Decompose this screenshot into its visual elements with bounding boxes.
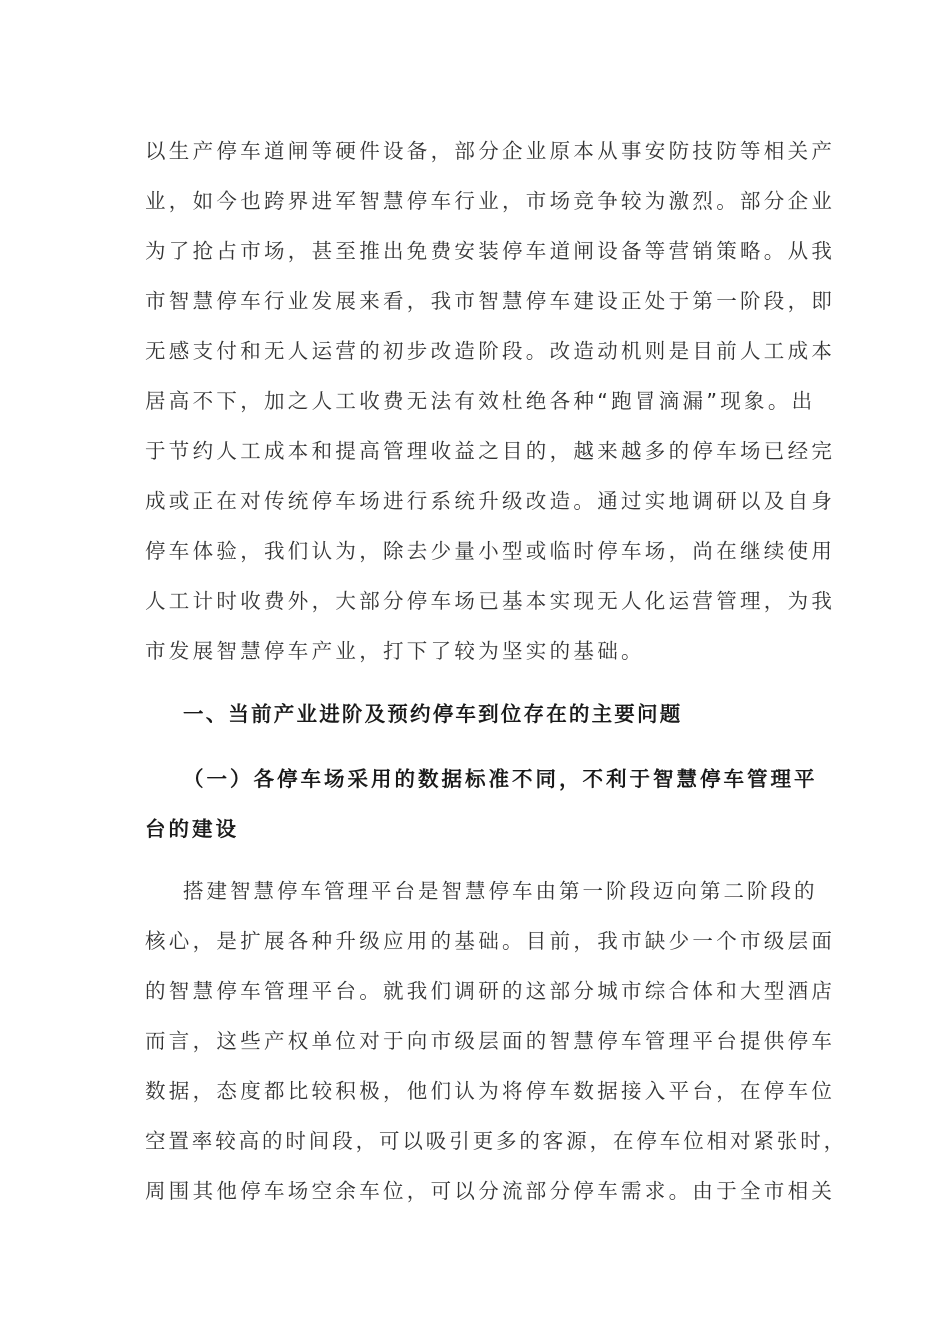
paragraph-2-line: 空置率较高的时间段，可以吸引更多的客源，在停车位相对紧张时， xyxy=(145,1129,847,1153)
paragraph-1-line: 无感支付和无人运营的初步改造阶段。改造动机则是目前人工成本 xyxy=(145,339,836,363)
paragraph-1-line: 以生产停车道闸等硬件设备，部分企业原本从事安防技防等相关产 xyxy=(145,139,836,163)
paragraph-2-line: 数据，态度都比较积极，他们认为将停车数据接入平台，在停车位 xyxy=(145,1079,836,1103)
paragraph-2-line: 核心，是扩展各种升级应用的基础。目前，我市缺少一个市级层面 xyxy=(145,929,836,953)
paragraph-1-line: 市智慧停车行业发展来看，我市智慧停车建设正处于第一阶段，即 xyxy=(145,289,836,313)
section-heading: 一、当前产业进阶及预约停车到位存在的主要问题 xyxy=(183,702,683,726)
paragraph-1-line: 业，如今也跨界进军智慧停车行业，市场竞争较为激烈。部分企业 xyxy=(145,189,836,213)
paragraph-1-line: 市发展智慧停车产业，打下了较为坚实的基础。 xyxy=(145,639,645,663)
paragraph-2-line: 而言，这些产权单位对于向市级层面的智慧停车管理平台提供停车 xyxy=(145,1029,836,1053)
paragraph-1-line: 成或正在对传统停车场进行系统升级改造。通过实地调研以及自身 xyxy=(145,489,836,513)
subsection-heading-line: （一）各停车场采用的数据标准不同，不利于智慧停车管理平 xyxy=(183,767,818,791)
paragraph-1-line: 停车体验，我们认为，除去少量小型或临时停车场，尚在继续使用 xyxy=(145,539,836,563)
paragraph-1-line: 于节约人工成本和提高管理收益之目的，越来越多的停车场已经完 xyxy=(145,439,836,463)
paragraph-2-line: 搭建智慧停车管理平台是智慧停车由第一阶段迈向第二阶段的 xyxy=(183,879,818,903)
subsection-heading-line: 台的建设 xyxy=(145,817,239,841)
paragraph-1-line: 为了抢占市场，甚至推出免费安装停车道闸设备等营销策略。从我 xyxy=(145,239,836,263)
paragraph-2-line: 的智慧停车管理平台。就我们调研的这部分城市综合体和大型酒店 xyxy=(145,979,836,1003)
paragraph-2-line: 周围其他停车场空余车位，可以分流部分停车需求。由于全市相关 xyxy=(145,1179,836,1203)
paragraph-1-line: 居高不下，加之人工收费无法有效杜绝各种“跑冒滴漏”现象。出 xyxy=(145,389,816,413)
paragraph-1-line: 人工计时收费外，大部分停车场已基本实现无人化运营管理，为我 xyxy=(145,589,836,613)
